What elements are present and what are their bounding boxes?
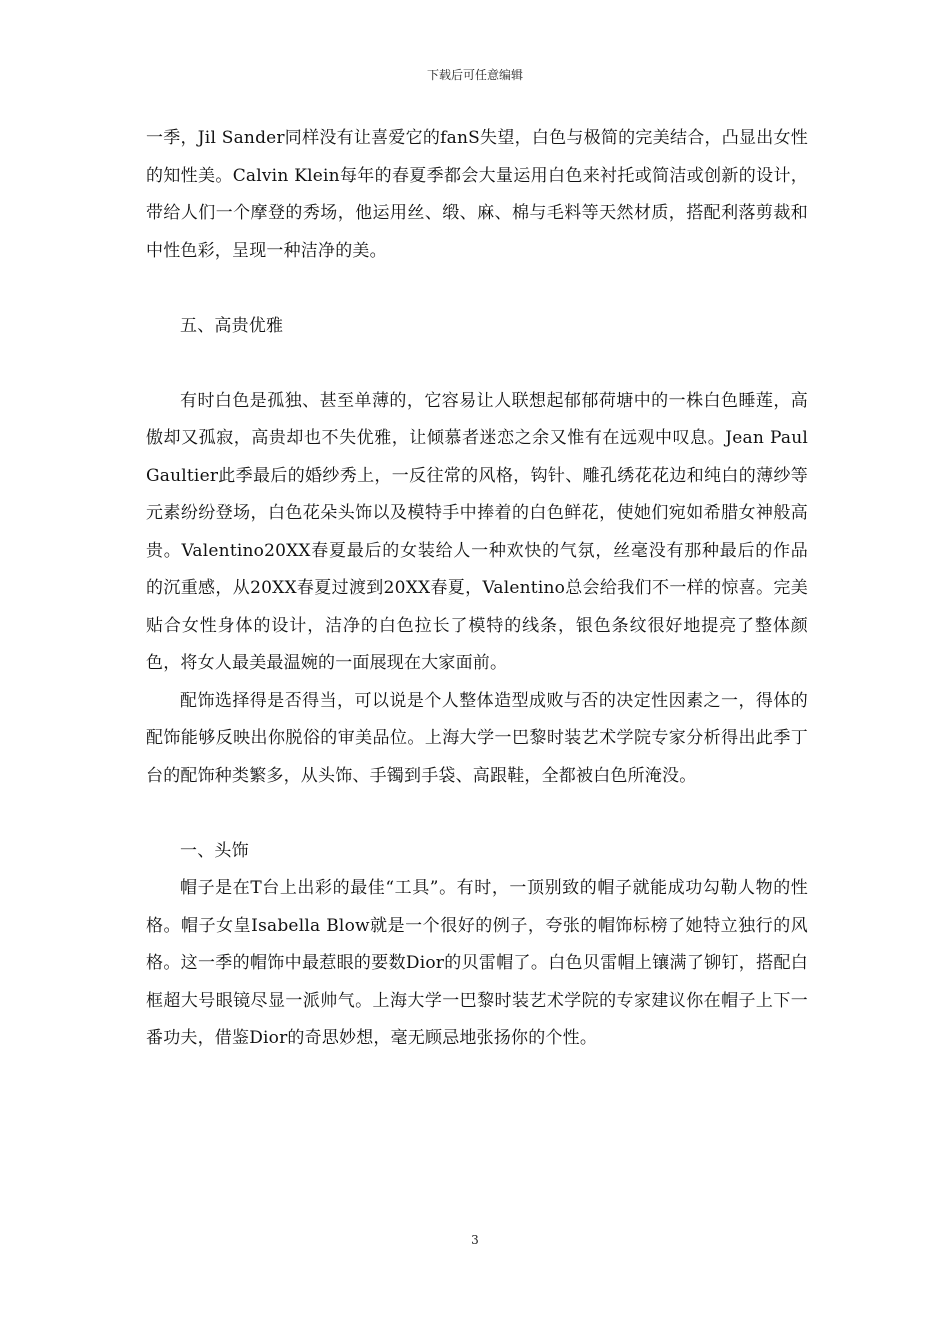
section-heading-headwear: 一、头饰 [180,840,249,861]
paragraph-hats: 帽子是在T台上出彩的最佳“工具”。有时，一顶别致的帽子就能成功勾勒人物的性格。帽子女皇Isabella Blow就是一个很好的例子，夸张的帽饰标榜了她特立独行的风格。这一季的帽饰中最惹眼的要数Dior的贝雷帽了。白色贝雷帽上镶满了铆钉，搭配白框超大号眼镜尽显一派帅气。上海大学一巴黎时装艺术学院的专家建议你在帽子上下一番功夫，借鉴Dior的奇思妙想，毫无顾忌地张扬你的个性。 [146,878,808,1048]
paragraph-jil-sander-calvin-klein: 一季，Jil Sander同样没有让喜爱它的fanS失望，白色与极简的完美结合，凸显出女性的知性美。Calvin Klein每年的春夏季都会大量运用白色来衬托或简洁或创新的设计，带给人们一个摩登的秀场，他运用丝、缎、麻、棉与毛料等天然材质，搭配利落剪裁和中性色彩，呈现一种洁净的美。 [146,128,808,261]
page-number: 3 [471,1233,479,1247]
spacer [146,345,808,383]
section-heading-elegance: 五、高贵优雅 [180,315,284,336]
paragraph-white-elegance: 有时白色是孤独、甚至单薄的，它容易让人联想起郁郁荷塘中的一株白色睡莲，高傲却又孤寂，高贵却也不失优雅，让倾慕者迷恋之余又惟有在远观中叹息。Jean Paul Gaultier此季最后的婚纱秀上，一反往常的风格，钩针、雕孔绣花花边和纯白的薄纱等元素纷纷登场，白色花朵头饰以及模特手中捧着的白色鲜花，使她们宛如希腊女神般高贵。Valentino20XX春夏最后的女装给人一种欢快的气氛，丝毫没有那种最后的作品的沉重感，从20XX春夏过渡到20XX春夏，Valentino总会给我们不一样的惊喜。完美贴合女性身体的设计，洁净的白色拉长了模特的线条，银色条纹很好地提亮了整体颜色，将女人最美最温婉的一面展现在大家面前。 [146,390,808,673]
page-header: 下载后可任意编辑 [426,68,523,82]
document-body [146,120,808,1058]
spacer [146,795,808,833]
paragraph-accessories: 配饰选择得是否得当，可以说是个人整体造型成败与否的决定性因素之一，得体的配饰能够反映出你脱俗的审美品位。上海大学一巴黎时装艺术学院专家分析得出此季丁台的配饰种类繁多，从头饰、手镯到手袋、高跟鞋，全都被白色所淹没。 [146,690,808,786]
spacer [146,270,808,308]
